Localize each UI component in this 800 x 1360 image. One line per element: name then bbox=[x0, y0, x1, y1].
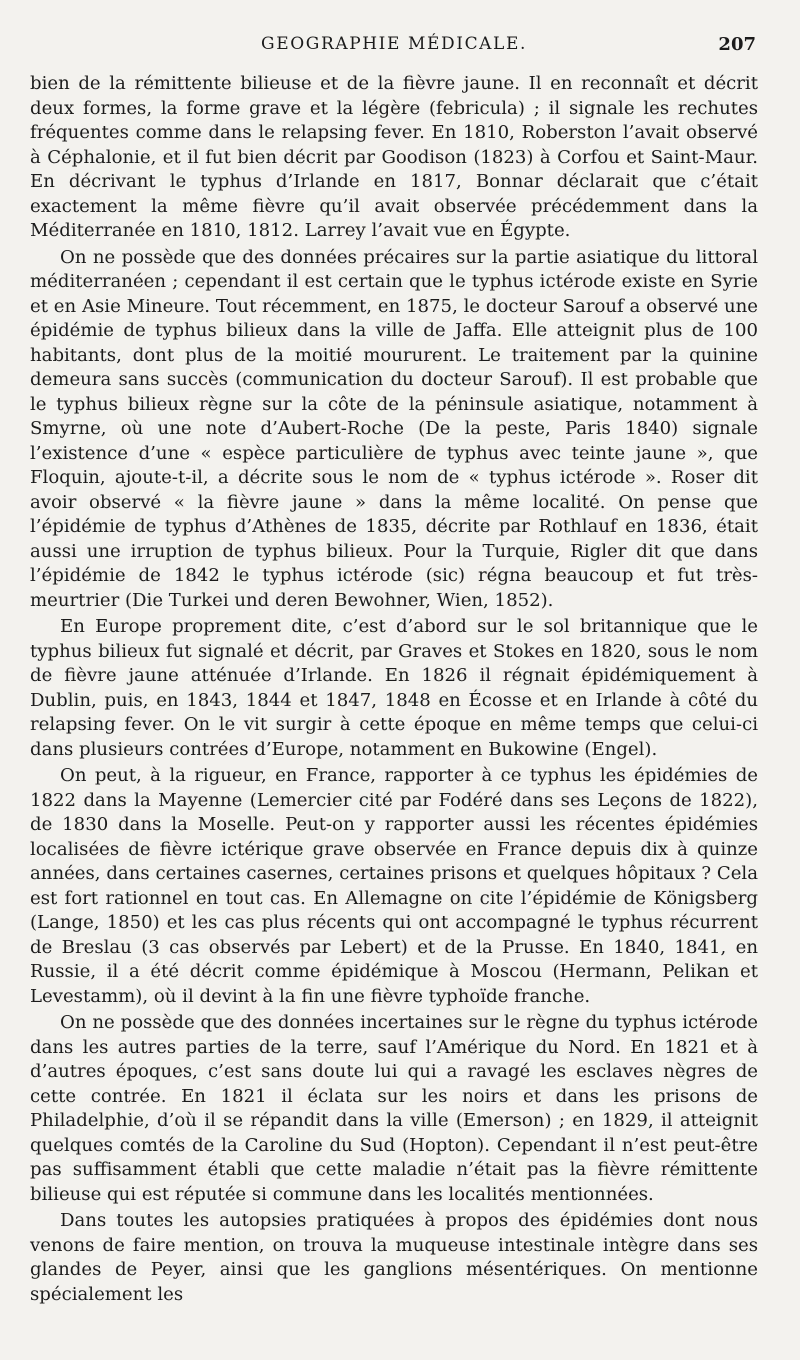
paragraph: bien de la rémittente bilieuse et de la fièvre jaune. Il en reconnaît et décrit deux formes, la forme grave et la légère (febricula) ; il signale les rechutes fréquentes comme dans le relapsing fever. En 1810, Roberston l’avait observé à Céphalonie, et il fut bien décrit par Goodison (1823) à Corfou et Saint-Maur. En décrivant le typhus d’Irlande en 1817, Bonnar déclarait que c’était exactement la même fièvre qu’il avait observée précédemment dans la Méditerranée en 1810, 1812. Larrey l’avait vue en Égypte. bbox=[30, 73, 758, 241]
paragraph: Dans toutes les autopsies pratiquées à propos des épidémies dont nous venons de faire mention, on trouva la muqueuse intestinale intègre dans ses glandes de Peyer, ainsi que les ganglions mésentériques. On mentionne spécialement les bbox=[30, 1210, 758, 1305]
paragraph: On ne possède que des données précaires sur la partie asiatique du littoral méditerranéen ; cependant il est certain que le typhus ictérode existe en Syrie et en Asie Mineure. Tout récemment, en 1875, le docteur Sarouf a observé une épidémie de typhus bilieux dans la ville de Jaffa. Elle atteignit plus de 100 habitants, dont plus de la moitié moururent. Le traitement par la quinine demeura sans succès (communication du docteur Sarouf). Il est probable que le typhus bilieux règne sur la côte de la péninsule asiatique, notamment à Smyrne, où une note d’Aubert-Roche (De la peste, Paris 1840) signale l’existence d’une « espèce particulière de typhus avec teinte jaune », que Floquin, ajoute-t-il, a décrite sous le nom de « typhus ictérode ». Roser dit avoir observé « la fièvre jaune » dans la même localité. On pense que l’épidémie de typhus d’Athènes de 1835, décrite par Rothlauf en 1836, était aussi une irruption de typhus bilieux. Pour la Turquie, Rigler dit que dans l’épidémie de 1842 le typhus ictérode (sic) régna beaucoup et fut très-meurtrier (Die Turkei und deren Bewohner, Wien, 1852). bbox=[30, 246, 758, 611]
paragraph: On peut, à la rigueur, en France, rapporter à ce typhus les épidémies de 1822 dans la Mayenne (Lemercier cité par Fodéré dans ses Leçons de 1822), de 1830 dans la Moselle. Peut-on y rapporter aussi les récentes épidémies localisées de fièvre ictérique grave observée en France depuis dix à quinze années, dans certaines casernes, certaines prisons et quelques hôpitaux ? Cela est fort rationnel en tout cas. En Allemagne on cite l’épidémie de Königsberg (Lange, 1850) et les cas plus récents qui ont accompagné le typhus récurrent de Breslau (3 cas observés par Lebert) et de la Prusse. En 1840, 1841, en Russie, il a été décrit comme épidémique à Moscou (Hermann, Pelikan et Levestamm), où il devint à la fin une fièvre typhoïde franche. bbox=[30, 765, 758, 1007]
running-head bbox=[30, 34, 758, 62]
running-title: GEOGRAPHIE MÉDICALE. bbox=[261, 34, 527, 54]
page-number: 207 bbox=[718, 34, 756, 55]
body-text bbox=[30, 72, 758, 1307]
paragraph: En Europe proprement dite, c’est d’abord sur le sol britannique que le typhus bilieux fut signalé et décrit, par Graves et Stokes en 1820, sous le nom de fièvre jaune atténuée d’Irlande. En 1826 il régnait épidémiquement à Dublin, puis, en 1843, 1844 et 1847, 1848 en Écosse et en Irlande à côté du relapsing fever. On le vit surgir à cette époque en même temps que celui-ci dans plusieurs contrées d’Europe, notamment en Bukowine (Engel). bbox=[30, 616, 758, 760]
paragraph: On ne possède que des données incertaines sur le règne du typhus ictérode dans les autres parties de la terre, sauf l’Amérique du Nord. En 1821 et à d’autres époques, c’est sans doute lui qui a ravagé les esclaves nègres de cette contrée. En 1821 il éclata sur les noirs et dans les prisons de Philadelphie, d’où il se répandit dans la ville (Emerson) ; en 1829, il atteignit quelques comtés de la Caroline du Sud (Hopton). Cependant il n’est peut-être pas suffisamment établi que cette maladie n’était pas la fièvre rémittente bilieuse qui est réputée si commune dans les localités mentionnées. bbox=[30, 1012, 758, 1205]
